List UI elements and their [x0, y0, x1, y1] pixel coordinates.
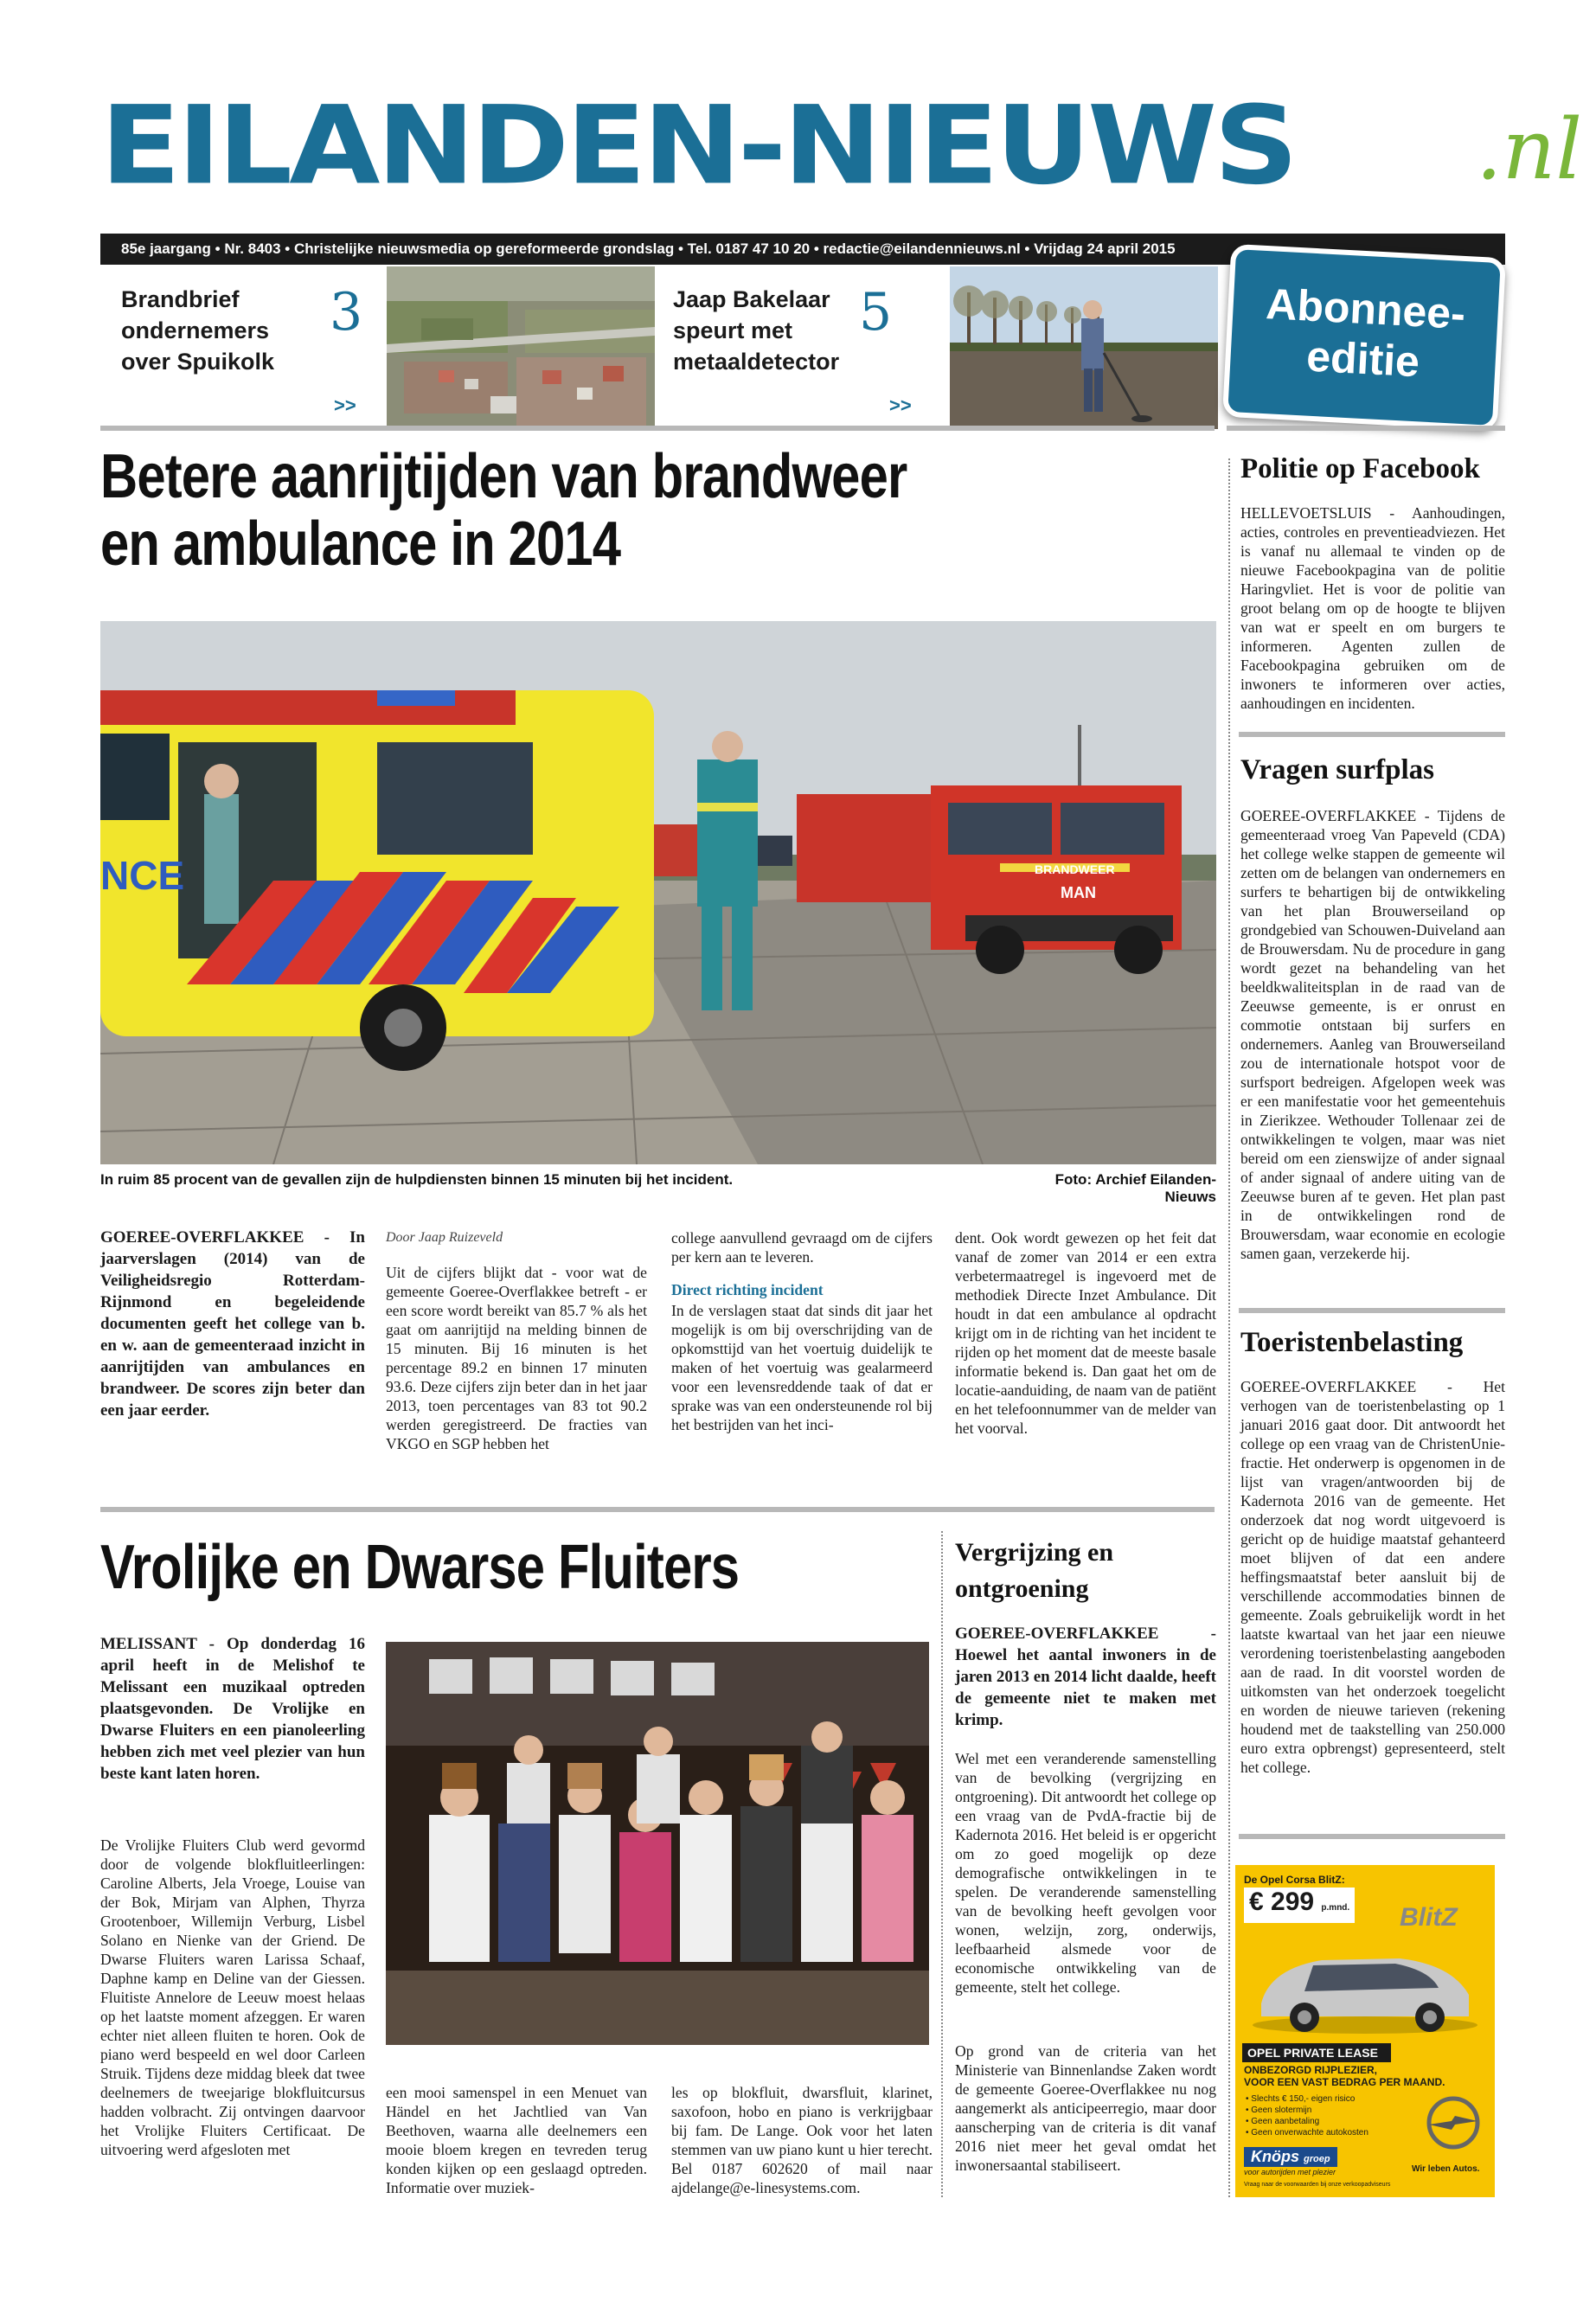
car-illustration	[1244, 1934, 1486, 2038]
subscriber-edition-badge	[1222, 244, 1506, 431]
vergrijzing-text-2: Op grond van de criteria van het Ministerie van Binnenlandse Zaken wordt de gemeente Goeree-Overflakkee nu nog aangemerkt als anticipeerregio, maar door aanscherping van de criteria is dit vanaf 2016 niet meer het geval omdat het inwonersaantal stabiliseert.	[955, 2042, 1216, 2174]
ambulance-lettering: NCE	[100, 853, 185, 898]
fluiters-col-1: De Vrolijke Fluiters Club werd gevormd door de volgende blokfluitleerlingen: Caroline Alberts, Jela Vroege, Louise van der Bok, Mirjam van Alphen, Thyrza Grootenboer, Willemijn Verburg, Lisbel Solano en Nienke van der Griend. De Dwarse Fluiters waren Larissa Schaaf, Daphne kamp en Deline van der Giessen. Fluitiste Annelore de Leeuw moest helaas op het laatste moment afzeggen. Er waren echter niet alleen fluiten te horen. Ook de piano werd bespeeld en wel door Carleen Struik. Tijdens deze middag bleek dat twee deelnemers de tweejarige blokfluitcursus hadden volbracht. Zij ontvingen daarvoor het Vrolijke Fluiters Certificaat. De uitvoering werd afgesloten met	[100, 1836, 365, 2158]
opel-logo-icon	[1426, 2095, 1481, 2150]
ad-bullet: • Geen slotermijn	[1246, 2106, 1312, 2115]
firetruck-lettering: BRANDWEER	[1035, 862, 1115, 876]
badge-line-2: editie	[1305, 331, 1421, 387]
photo-caption: In ruim 85 procent van de gevallen zijn de hulpdiensten binnen 15 minuten bij het incident.	[100, 1171, 734, 1188]
ad-price: € 299	[1249, 1888, 1315, 1916]
main-headline	[100, 443, 907, 578]
ad-dealer-logo	[1244, 2147, 1337, 2167]
ad-top-text: De Opel Corsa BlitZ:	[1244, 1874, 1345, 1886]
opel-lease-ad[interactable]	[1235, 1865, 1495, 2197]
ad-bullet: • Slechts € 150,- eigen risico	[1246, 2094, 1356, 2104]
toeristen-title: Toeristenbelasting	[1240, 1327, 1464, 1358]
sidebar-rule	[1239, 1308, 1505, 1313]
ad-tagline-1: ONBEZORGD RIJPLEZIER,	[1244, 2064, 1378, 2076]
ad-blitz-logo: BlitZ	[1400, 1903, 1458, 1932]
vergrijzing-lead: GOEREE-OVERFLAKKEE - Hoewel het aantal inwoners in de jaren 2013 en 2014 licht daalde, heeft de gemeente niet te maken met krimp.	[955, 1625, 1216, 1729]
ad-fineprint: Vraag naar de voorwaarden bij onze verkoopadviseurs	[1244, 2182, 1391, 2188]
teaser-more-link[interactable]: >>	[334, 394, 356, 416]
ad-banner: OPEL PRIVATE LEASE	[1242, 2043, 1391, 2062]
sidebar-divider	[1228, 458, 1230, 2197]
sidebar-rule	[1239, 1834, 1505, 1839]
surfplas-text: GOEREE-OVERFLAKKEE - Tijdens de gemeenteraad vroeg Van Papeveld (CDA) het college welke stappen de gemeente wil zetten om de belangen van ondernemers en surfers te behartigen bij de ontwikkeling van het plan Brouwerseiland op grondgebied van Schouwen-Duiveland aan de Brouwersdam. Nu de procedure in gang wordt gezet na behandeling van het beeldkwaliteitsplan in de raad van de Zeeuwse gemeente, is er onrust en commotie ontstaan bij surfers en ondernemers. Aanleg van Brouwerseiland zou de internationale hotspot voor de surfsport bedreigen. Afgelopen week was er een manifestatie voor het gemeentehuis in Zierikzee. Wethouder Tollenaar zei de ontwikkelingen te volgen, maar was niet bereid om een zienswijze of ander signaal of ander signaal of andere uiting van de Zeeuwse buren af te geven. Het plan past in de ontwikkelingen rond de Brouwersdam, waar economie en ecologie samen gaan, verzekerde hij.	[1240, 807, 1505, 1262]
main-article-text-3a: college aanvullend gevraagd om de cijfers per kern aan te leveren.	[671, 1229, 933, 1266]
politie-title: Politie op Facebook	[1240, 453, 1480, 484]
fluiters-lead: MELISSANT - Op donderdag 16 april heeft in de Melishof te Melissant een muzikaal optreden plaatsgevonden. De Vrolijke en Dwarse Fluiters en een pianoleerling hebben zich met veel plezier van hun beste kant laten horen.	[100, 1635, 365, 1783]
issue-info-bar: 85e jaargang • Nr. 8403 • Christelijke nieuwsmedia op gereformeerde grondslag • Tel. 0187 47 10 20 • redactie@eilandennieuws.nl • Vrijdag 24 april 2015	[100, 234, 1505, 265]
ambulance-firetruck-photo	[100, 621, 1216, 1164]
photo-credit: Foto: Archief Eilanden-Nieuws	[1054, 1171, 1216, 1205]
teaser-page-number: 5	[859, 282, 893, 343]
fluiters-headline: Vrolijke en Dwarse Fluiters	[100, 1533, 740, 1602]
fluiters-col-3: les op blokfluit, dwarsfluit, klarinet, saxofoon, hobo en piano is verkrijgbaar bij fam. De Lange. Ook voor het laten stemmen van uw piano kunt u hier terecht. Bel 0187 602620 of mail naar ajdelange@e-linesystems.com.	[671, 2084, 933, 2196]
ad-bullets	[1246, 2093, 1368, 2138]
ad-dealer-slogan: voor autorijden met plezier	[1244, 2168, 1336, 2176]
section-rule	[100, 1507, 1215, 1512]
masthead	[100, 83, 1583, 216]
main-article-subhead: Direct richting incident	[671, 1281, 824, 1298]
ad-price-box	[1244, 1888, 1355, 1923]
firetruck-brand: MAN	[1061, 884, 1096, 901]
main-article-col-4: dent. Ook wordt gewezen op het feit dat vanaf de zomer van 2014 er een extra verbetermaatregel is ingevoerd met de methodiek Directe Inzet Ambulance. Dit houdt in dat een ambulance al opdracht krijgt om in de richting van het incident te rijden op het moment dat de meeste basale informatie bekend is. Dan gaat het om de locatie-aanduiding, de naam van de patiënt en het telefoonnummer van de melder van het voorval.	[955, 1229, 1216, 1437]
main-article-text-3b: In de verslagen staat dat sinds dit jaar het mogelijk is om bij overschrijding van de opkomsttijd van het voertuig duidelijk te maken of het voertuig was gealarmeerd voor een levensreddende taak of dat er sprake was van een ondersteunende rol bij het bestrijden van het inci-	[671, 1302, 933, 1433]
ad-dealer-group: groep	[1304, 2154, 1330, 2164]
teaser-title: Brandbrief ondernemers over Spuikolk	[121, 286, 275, 375]
main-headline-line-2: en ambulance in 2014	[100, 510, 621, 579]
main-article-lead: GOEREE-OVERFLAKKEE - In jaarverslagen (2014) van de Veiligheidsregio Rotterdam-Rijnmond en begeleidende documenten geeft het college van b. en w. aan de gemeenteraad inzicht in aanrijtijden van ambulances en brandweer. De scores zijn beter dan een jaar eerder.	[100, 1228, 365, 1420]
ad-bullet: • Geen aanbetaling	[1246, 2117, 1320, 2126]
main-article-col-3	[671, 1228, 933, 1434]
newspaper-logo: EILANDEN-NIEUWS	[100, 83, 1296, 209]
teaser-more-link[interactable]: >>	[889, 394, 912, 416]
section-rule	[1227, 426, 1505, 431]
vergrijzing-text-1: Wel met een veranderende samenstelling van de bevolking (vergrijzing en ontgroening). Dit antwoordt het college op een vraag van de PvdA-fractie bij de Kadernota 2016. Het beleid is er opgericht om zo goed mogelijk op deze demografische ontwikkelingen in te spelen. De veranderende samenstelling van de bevolking heeft gevolgen voor wonen, welzijn, zorg, onderwijs, leefbaarheid alsmede voor de economische ontwikkeling van de gemeente, stelt het college.	[955, 1750, 1216, 1996]
section-rule	[100, 426, 1215, 431]
main-headline-line-1: Betere aanrijtijden van brandweer	[100, 442, 907, 511]
ad-dealer: Knöps	[1251, 2148, 1299, 2165]
vergrijzing-title: Vergrijzing en ontgroening	[955, 1538, 1114, 1603]
byline: Door Jaap Ruizeveld	[386, 1230, 503, 1245]
flute-group-photo	[386, 1642, 929, 2045]
metal-detector-photo	[950, 266, 1218, 429]
main-article-col-2	[386, 1228, 647, 1453]
politie-text: HELLEVOETSLUIS - Aanhoudingen, acties, controles en preventieadviezen. Het is vanaf nu allemaal te vinden op de nieuwe Facebookpagina van de politie Haringvliet. Het is voor de politie van groot belang om op de hoogte te blijven van wat er speelt en om burgers te informeren. Agenten zullen de Facebookpagina gebruiken om de inwoners te informeren over acties, aanhoudingen en incidenten.	[1240, 504, 1505, 712]
teaser-jaap-bakelaar[interactable]	[656, 266, 941, 429]
sidebar-rule	[1239, 732, 1505, 737]
toeristen-text: GOEREE-OVERFLAKKEE - Het verhogen van de toeristenbelasting op 1 januari 2016 gaat door. Dit antwoordt het college op een vraag van de ChristenUnie-fractie. Het onderwerp is opgenomen in de lijst van vragen/antwoorden bij de Kadernota 2016 van de gemeente. Het onderzoek dat nog wordt uitgevoerd is gericht op de huidige maatstaf gehanteerd moet blijven of dat een andere heffingsmaatstaf beter aansluit bij de verschillende accommodaties binnen de gemeente. Zoals gebruikelijk wordt in het laatste kwartaal van het jaar een nieuwe verordening toeristenbelasting aangeboden aan de raad. In dit voorstel worden de uitkomsten van het onderzoek toegelicht en worden de nieuwe tarieven (rekening houdend met de taakstelling van 250.000 euro extra opbrengst) gepresenteerd, stelt het college.	[1240, 1378, 1505, 1776]
fluiters-col-2: een mooi samenspel in een Menuet van Händel en het Jachtlied van Van Beethoven, waarna alle deelnemers een mooie bloem kregen en tevreden terug konden kijken op een geslaagd optreden. Informatie over muziek-	[386, 2084, 647, 2196]
newspaper-logo-tld: .nl	[1476, 101, 1583, 198]
badge-line-1: Abonnee-	[1265, 279, 1467, 339]
teaser-page-number: 3	[330, 282, 363, 343]
column-divider	[941, 1531, 943, 2197]
aerial-photo	[387, 266, 655, 429]
surfplas-title: Vragen surfplas	[1240, 754, 1434, 785]
main-article-text-2: Uit de cijfers blijkt dat - voor wat de gemeente Goeree-Overflakkee betreft - er een score wordt bereikt van 85.7 % als het gaat om aanrijtijd na melding binnen de 15 minuten. Bij 16 minuten is het percentage 89.2 en binnen 17 minuten 93.6. Deze cijfers zijn beter dan in het jaar 2013, toen percentages van 83 tot 90.2 werden geregistreerd. De fracties van VKGO en SGP hebben het	[386, 1264, 647, 1452]
ad-slogan: Wir leben Autos.	[1412, 2164, 1480, 2174]
teaser-brandbrief[interactable]	[100, 266, 386, 429]
ad-bullet: • Geen onverwachte autokosten	[1246, 2128, 1368, 2138]
ad-tagline-2: VOOR EEN VAST BEDRAG PER MAAND.	[1244, 2076, 1445, 2088]
teaser-title: Jaap Bakelaar speurt met metaaldetector	[673, 286, 840, 375]
ad-price-unit: p.mnd.	[1321, 1903, 1350, 1913]
